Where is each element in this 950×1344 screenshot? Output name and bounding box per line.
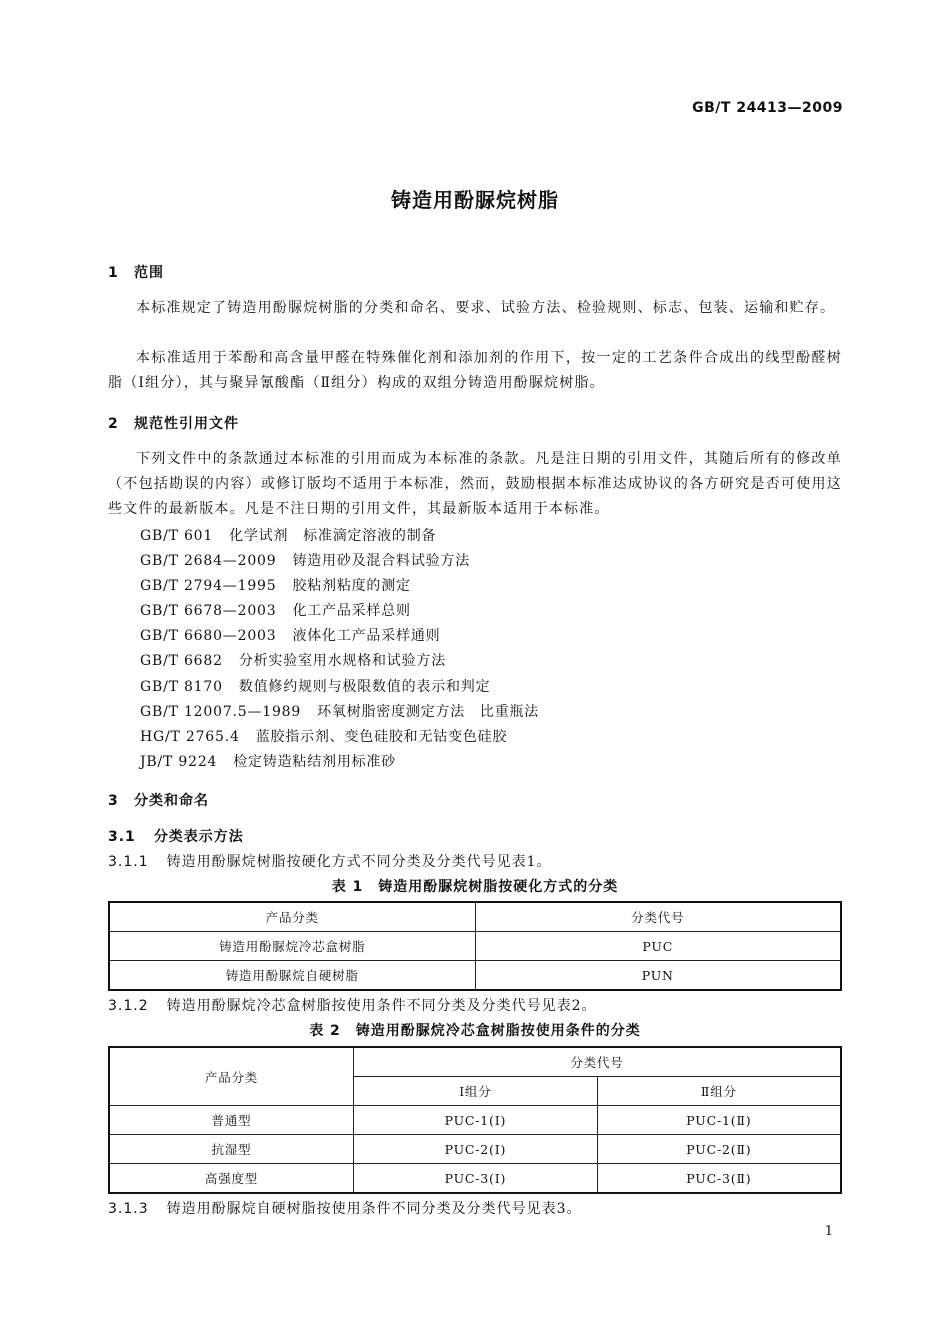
reference-title: 环氧树脂密度测定方法 比重瓶法 [317, 704, 540, 720]
reference-code: GB/T 12007.5—1989 [140, 704, 302, 720]
clause-number: 3.1.2 [108, 998, 149, 1014]
table-cell: 高强度型 [109, 1164, 353, 1194]
reference-title: 数值修约规则与极限数值的表示和判定 [238, 679, 491, 695]
reference-title: 化工产品采样总则 [292, 603, 411, 619]
table-cell: PUC-3(Ⅱ) [597, 1164, 841, 1194]
clause-number: 3.1.1 [108, 854, 149, 870]
page-number: 1 [824, 1224, 833, 1239]
document-title: 铸造用酚脲烷树脂 [391, 188, 559, 212]
clause-text: 铸造用酚脲烷自硬树脂按使用条件不同分类及分类代号见表3。 [166, 1201, 582, 1217]
clause-3-1-3 [108, 1198, 582, 1218]
reference-code: JB/T 9224 [140, 754, 218, 770]
reference-item [140, 751, 396, 771]
table-row [109, 932, 841, 961]
section-1-heading [108, 262, 164, 282]
reference-title: 化学试剂 标准滴定溶液的制备 [229, 528, 437, 544]
table-1-caption: 表 1 铸造用酚脲烷树脂按硬化方式的分类 [331, 879, 619, 895]
reference-code: GB/T 6682 [140, 653, 223, 669]
reference-code: GB/T 2794—1995 [140, 578, 277, 594]
table-header-row [109, 902, 841, 932]
section-title: 规范性引用文件 [134, 416, 239, 432]
reference-item [140, 650, 446, 670]
clause-3-1-2 [108, 995, 597, 1015]
table-row [109, 1106, 841, 1135]
section-title: 范围 [134, 265, 164, 281]
reference-title: 检定铸造粘结剂用标准砂 [233, 754, 397, 770]
reference-title: 胶粘剂粘度的测定 [292, 578, 411, 594]
section-number: 3 [108, 793, 119, 809]
table-2 [108, 1046, 842, 1194]
reference-code: GB/T 6678—2003 [140, 603, 277, 619]
table-header-cell: 分类代号 [475, 902, 841, 932]
table-cell: PUC-2(Ⅰ) [353, 1135, 597, 1164]
table-header-cell: Ⅱ组分 [597, 1077, 841, 1106]
table-row [109, 961, 841, 991]
reference-code: GB/T 601 [140, 528, 214, 544]
table-cell: PUC-2(Ⅱ) [597, 1135, 841, 1164]
reference-item [140, 600, 411, 620]
reference-title: 分析实验室用水规格和试验方法 [238, 653, 447, 669]
table-header-cell: 分类代号 [353, 1047, 841, 1077]
table-cell: PUC-1(Ⅱ) [597, 1106, 841, 1135]
section-number: 1 [108, 265, 119, 281]
table-row [109, 1135, 841, 1164]
table-cell: PUC-3(Ⅰ) [353, 1164, 597, 1194]
reference-code: GB/T 8170 [140, 679, 223, 695]
reference-item [140, 701, 539, 721]
clause-text: 铸造用酚脲烷树脂按硬化方式不同分类及分类代号见表1。 [166, 854, 552, 870]
clause-title: 分类表示方法 [153, 829, 244, 845]
reference-title: 铸造用砂及混合料试验方法 [292, 553, 471, 569]
subsection-3-1-heading [108, 826, 244, 846]
table-header-cell: 产品分类 [109, 1047, 353, 1106]
table-cell: PUC [475, 932, 841, 961]
reference-item [140, 726, 507, 746]
section-title: 分类和命名 [134, 793, 209, 809]
table-cell: PUC-1(Ⅰ) [353, 1106, 597, 1135]
reference-code: HG/T 2765.4 [140, 729, 240, 745]
reference-item [140, 575, 411, 595]
reference-item [140, 625, 440, 645]
references-intro-paragraph: 下列文件中的条款通过本标准的引用而成为本标准的条款。凡是注日期的引用文件，其随后所有的修改单（不包括勘误的内容）或修订版均不适用于本标准，然而，鼓励根据本标准达成协议的各方研究是否可使用这些文件的最新版本。凡是不注日期的引用文件，其最新版本适用于本标准。 [108, 451, 842, 517]
scope-paragraph-2: 本标准适用于苯酚和高含量甲醛在特殊催化剂和添加剂的作用下，按一定的工艺条件合成出的线型酚醛树脂（Ⅰ组分），其与聚异氰酸酯（Ⅱ组分）构成的双组分铸造用酚脲烷树脂。 [108, 350, 842, 391]
clause-number: 3.1 [108, 829, 136, 845]
section-number: 2 [108, 416, 119, 432]
table-cell: 铸造用酚脲烷自硬树脂 [109, 961, 475, 991]
table-header-row [109, 1047, 841, 1077]
table-cell: 铸造用酚脲烷冷芯盒树脂 [109, 932, 475, 961]
clause-text: 铸造用酚脲烷冷芯盒树脂按使用条件不同分类及分类代号见表2。 [166, 998, 597, 1014]
table-cell: PUN [475, 961, 841, 991]
clause-number: 3.1.3 [108, 1201, 149, 1217]
table-cell: 抗湿型 [109, 1135, 353, 1164]
table-2-caption: 表 2 铸造用酚脲烷冷芯盒树脂按使用条件的分类 [309, 1023, 641, 1039]
reference-item [140, 525, 436, 545]
clause-3-1-1 [108, 851, 552, 871]
reference-title: 蓝胶指示剂、变色硅胶和无钴变色硅胶 [255, 729, 508, 745]
reference-code: GB/T 6680—2003 [140, 628, 277, 644]
reference-title: 液体化工产品采样通则 [292, 628, 441, 644]
table-row [109, 1164, 841, 1194]
reference-item [140, 550, 470, 570]
section-2-heading [108, 413, 239, 433]
scope-paragraph-1: 本标准规定了铸造用酚脲烷树脂的分类和命名、要求、试验方法、检验规则、标志、包装、运输和贮存。 [136, 300, 836, 316]
table-1 [108, 901, 842, 991]
table-header-cell: 产品分类 [109, 902, 475, 932]
reference-item [140, 676, 490, 696]
standard-code: GB/T 24413—2009 [692, 100, 843, 116]
section-3-heading [108, 790, 209, 810]
table-header-cell: Ⅰ组分 [353, 1077, 597, 1106]
table-cell: 普通型 [109, 1106, 353, 1135]
reference-code: GB/T 2684—2009 [140, 553, 277, 569]
